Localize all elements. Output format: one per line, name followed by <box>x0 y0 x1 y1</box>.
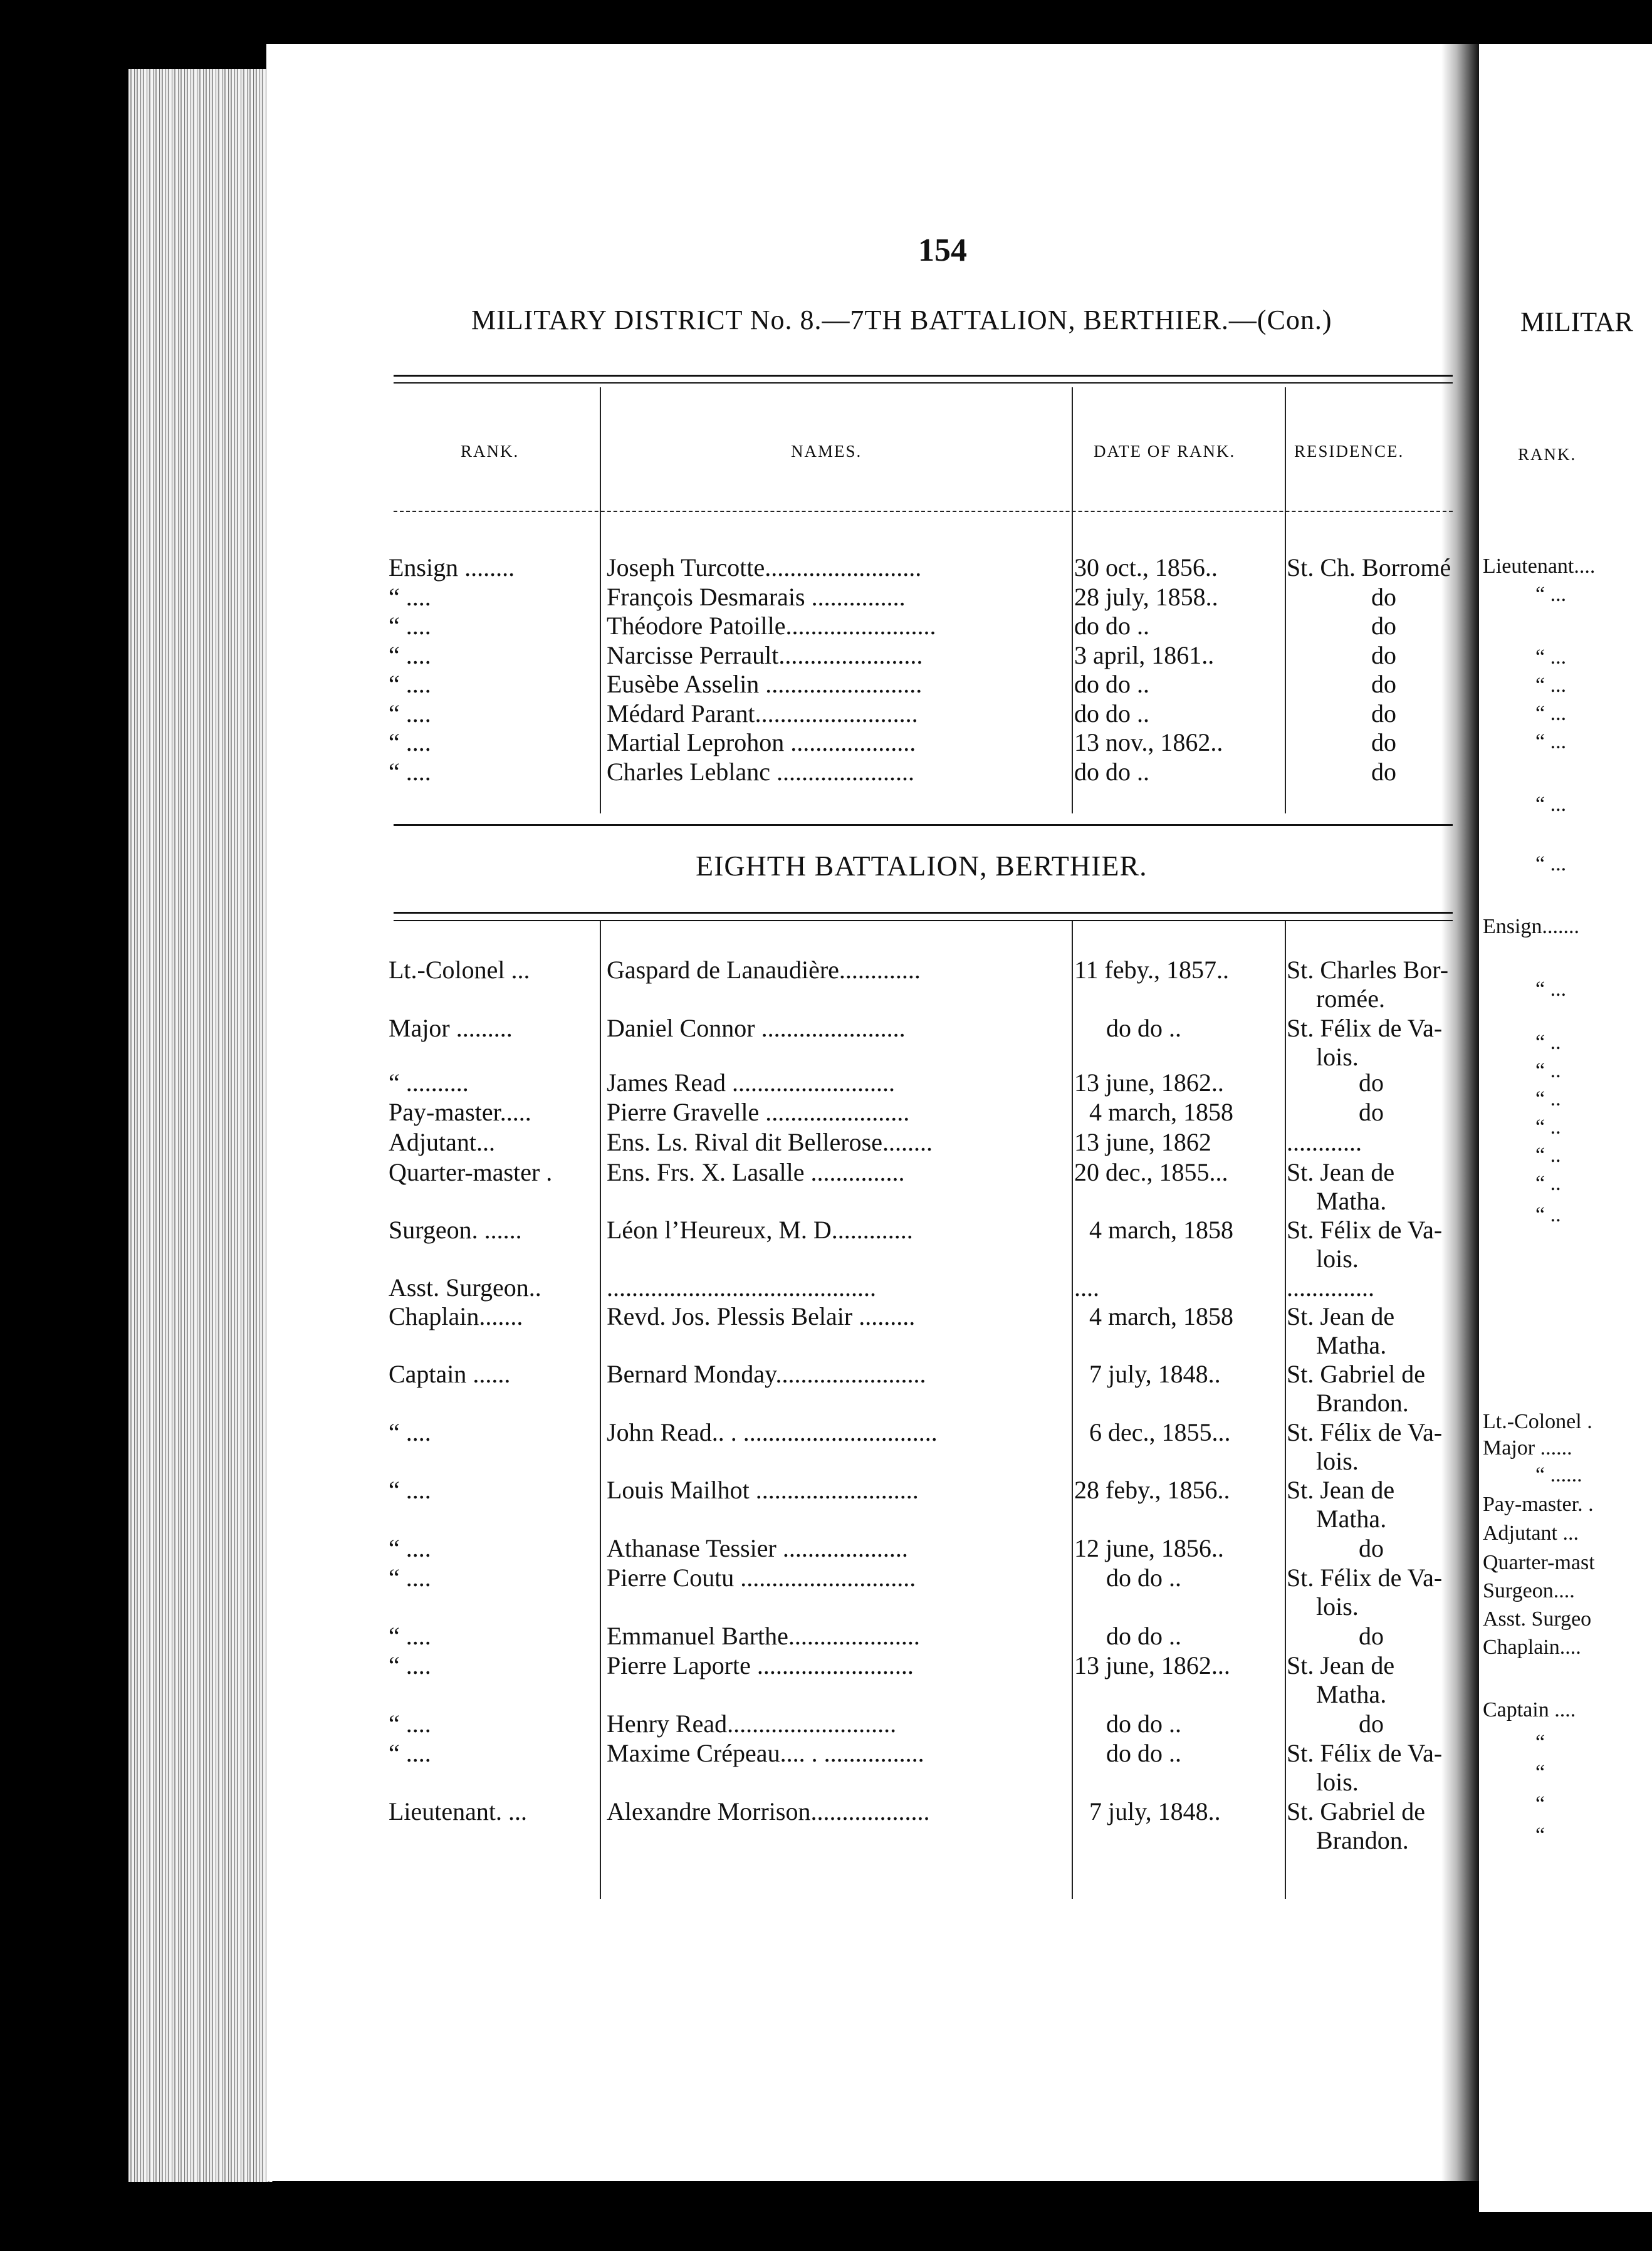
rank-cell: Quarter-master . <box>389 1158 553 1186</box>
date-cell: do do .. <box>1106 1710 1181 1738</box>
residence-cell: do <box>1371 670 1396 698</box>
date-cell: 28 feby., 1856.. <box>1074 1476 1230 1504</box>
residence-cell-continued: lois. <box>1316 1592 1359 1621</box>
right-page-rank-item: “ .. <box>1535 1144 1561 1167</box>
right-page-header-rank: RANK. <box>1518 445 1577 464</box>
residence-cell: ............ <box>1287 1128 1362 1156</box>
right-page-rank-item: Ensign....... <box>1483 915 1579 938</box>
rank-cell: Surgeon. ...... <box>389 1216 522 1244</box>
residence-cell: do <box>1359 1068 1384 1097</box>
rank-cell: Captain ...... <box>389 1360 511 1388</box>
rank-cell: “ .... <box>389 1710 431 1738</box>
name-cell: Théodore Patoille........................ <box>607 612 936 640</box>
residence-cell-continued: lois. <box>1316 1447 1359 1475</box>
rank-cell: “ .... <box>389 1564 431 1592</box>
section-title-eighth-battalion: EIGHTH BATTALION, BERTHIER. <box>696 850 1148 882</box>
rank-cell: “ .......... <box>389 1068 469 1097</box>
right-page-rank-item: “ .. <box>1535 1172 1561 1195</box>
name-cell: Louis Mailhot .......................... <box>607 1476 919 1504</box>
date-cell: 13 nov., 1862.. <box>1074 728 1223 756</box>
residence-cell-continued: Matha. <box>1316 1680 1387 1708</box>
right-page-rank-item: “ ... <box>1535 978 1567 1001</box>
name-cell: Joseph Turcotte......................... <box>607 553 922 582</box>
name-cell: Pierre Coutu ............................ <box>607 1564 916 1592</box>
date-cell: 6 dec., 1855... <box>1089 1418 1231 1446</box>
rank-cell: “ .... <box>389 1534 431 1562</box>
residence-cell: St. Félix de Va- <box>1287 1739 1443 1767</box>
date-cell: do do .. <box>1074 670 1149 698</box>
right-page-rank-item: “ ...... <box>1535 1463 1582 1486</box>
date-cell: 13 june, 1862.. <box>1074 1068 1224 1097</box>
rank-cell: “ .... <box>389 757 431 786</box>
right-page <box>1479 44 1652 2212</box>
residence-cell-continued: romée. <box>1316 984 1385 1013</box>
name-cell: Léon l’Heureux, M. D............. <box>607 1216 913 1244</box>
date-cell: 7 july, 1848.. <box>1089 1360 1221 1388</box>
residence-cell-continued: Brandon. <box>1316 1826 1409 1854</box>
rank-cell: “ .... <box>389 728 431 756</box>
header-residence: RESIDENCE. <box>1294 442 1404 461</box>
residence-cell: St. Jean de <box>1287 1651 1395 1679</box>
name-cell: Eusèbe Asselin ......................... <box>607 670 923 698</box>
right-page-rank-item: “ .. <box>1535 1059 1561 1082</box>
residence-cell: do <box>1359 1622 1384 1650</box>
col-line-5 <box>1072 921 1073 1899</box>
residence-cell-continued: lois. <box>1316 1043 1359 1071</box>
residence-cell: do <box>1371 612 1396 640</box>
date-cell: 30 oct., 1856.. <box>1074 553 1218 582</box>
residence-cell: do <box>1371 728 1396 756</box>
date-cell: 13 june, 1862 <box>1074 1128 1211 1156</box>
date-cell: do do .. <box>1106 1564 1181 1592</box>
name-cell: Emmanuel Barthe..................... <box>607 1622 920 1650</box>
section-rule <box>394 824 1453 826</box>
right-page-rank-item: “ <box>1535 1731 1545 1754</box>
date-cell: .... <box>1074 1273 1099 1302</box>
section2-rule-top <box>394 912 1453 914</box>
right-page-rank-item: “ ... <box>1535 645 1567 669</box>
residence-cell: do <box>1359 1534 1384 1562</box>
date-cell: do do .. <box>1106 1739 1181 1767</box>
rank-cell: “ .... <box>389 699 431 728</box>
right-page-rank-item: “ ... <box>1535 730 1567 753</box>
right-page-rank-item: “ .. <box>1535 1087 1561 1110</box>
name-cell: Ens. Ls. Rival dit Bellerose........ <box>607 1128 933 1156</box>
residence-cell: do <box>1359 1098 1384 1126</box>
page-number: 154 <box>918 232 967 268</box>
rank-cell: Lieutenant. ... <box>389 1797 528 1825</box>
residence-cell-continued: lois. <box>1316 1245 1359 1273</box>
residence-cell: St. Gabriel de <box>1287 1360 1426 1388</box>
date-cell: 11 feby., 1857.. <box>1074 956 1229 984</box>
name-cell: Bernard Monday........................ <box>607 1360 926 1388</box>
rank-cell: “ .... <box>389 582 431 611</box>
right-page-rank-item: Captain .... <box>1483 1698 1576 1721</box>
right-page-title: MILITAR <box>1520 306 1633 337</box>
date-cell: do do .. <box>1074 757 1149 786</box>
header-rule-bottom <box>394 382 1453 384</box>
date-cell: do do .. <box>1106 1014 1181 1042</box>
date-cell: 3 april, 1861.. <box>1074 640 1215 669</box>
right-page-rank-item: Major ...... <box>1483 1436 1572 1460</box>
date-cell: 20 dec., 1855... <box>1074 1158 1228 1186</box>
right-page-rank-item: “ <box>1535 1792 1545 1815</box>
right-page-rank-item: “ <box>1535 1824 1545 1847</box>
rank-cell: “ .... <box>389 1739 431 1767</box>
right-page-rank-item: “ ... <box>1535 852 1567 875</box>
right-page-rank-item: “ ... <box>1535 793 1567 816</box>
residence-cell: St. Félix de Va- <box>1287 1418 1443 1446</box>
rank-cell: Adjutant... <box>389 1128 495 1156</box>
date-cell: 4 march, 1858 <box>1089 1216 1233 1244</box>
right-page-rank-item: Chaplain.... <box>1483 1636 1581 1659</box>
residence-cell: St. Charles Bor- <box>1287 956 1449 984</box>
name-cell: Pierre Gravelle ....................... <box>607 1098 910 1126</box>
name-cell: Martial Leprohon .................... <box>607 728 916 756</box>
name-cell: John Read.. . ............................... <box>607 1418 938 1446</box>
right-page-rank-item: Adjutant ... <box>1483 1522 1579 1545</box>
rank-cell: “ .... <box>389 640 431 669</box>
name-cell: Narcisse Perrault....................... <box>607 640 923 669</box>
right-page-rank-item: “ .. <box>1535 1115 1561 1139</box>
residence-cell: St. Jean de <box>1287 1476 1395 1504</box>
right-page-rank-item: “ .. <box>1535 1203 1561 1226</box>
date-cell: do do .. <box>1106 1622 1181 1650</box>
right-page-rank-item: Asst. Surgeo <box>1483 1607 1592 1631</box>
residence-cell-continued: Matha. <box>1316 1331 1387 1359</box>
date-cell: 12 june, 1856.. <box>1074 1534 1224 1562</box>
name-cell: Maxime Crépeau.... . ................ <box>607 1739 924 1767</box>
residence-cell: St. Félix de Va- <box>1287 1014 1443 1042</box>
right-page-rank-item: “ <box>1535 1761 1545 1784</box>
name-cell: Daniel Connor ....................... <box>607 1014 906 1042</box>
name-cell: Gaspard de Lanaudière............. <box>607 956 921 984</box>
name-cell: Ens. Frs. X. Lasalle ............... <box>607 1158 905 1186</box>
date-cell: 7 july, 1848.. <box>1089 1797 1221 1825</box>
date-cell: do do .. <box>1074 612 1149 640</box>
name-cell: Alexandre Morrison................... <box>607 1797 930 1825</box>
right-page-rank-item: Surgeon.... <box>1483 1579 1575 1602</box>
col-line-2 <box>1072 387 1073 813</box>
rank-cell: Asst. Surgeon.. <box>389 1273 541 1302</box>
right-page-rank-item: Quarter-mast <box>1483 1551 1595 1574</box>
date-cell: 13 june, 1862... <box>1074 1651 1230 1679</box>
name-cell: Henry Read........................... <box>607 1710 897 1738</box>
rank-cell: “ .... <box>389 1651 431 1679</box>
date-cell: 28 july, 1858.. <box>1074 582 1218 611</box>
col-line-3 <box>1285 387 1286 813</box>
residence-cell-continued: Brandon. <box>1316 1389 1409 1417</box>
name-cell: Pierre Laporte ......................... <box>607 1651 914 1679</box>
name-cell: Médard Parant.......................... <box>607 699 918 728</box>
page-edge <box>128 69 273 2182</box>
name-cell: Athanase Tessier .................... <box>607 1534 908 1562</box>
rank-cell: Major ......... <box>389 1014 513 1042</box>
residence-cell: St. Jean de <box>1287 1158 1395 1186</box>
right-page-rank-item: Lieutenant.... <box>1483 555 1596 578</box>
right-page-rank-item: “ ... <box>1535 674 1567 697</box>
header-names: NAMES. <box>791 442 862 461</box>
book-gutter <box>1441 44 1479 2181</box>
name-cell: James Read .......................... <box>607 1068 895 1097</box>
header-rank: RANK. <box>461 442 520 461</box>
date-cell: 4 march, 1858 <box>1089 1302 1233 1330</box>
right-page-rank-item: “ .. <box>1535 1031 1561 1054</box>
header-rule-under <box>394 511 1453 512</box>
rank-cell: Ensign ........ <box>389 553 515 582</box>
residence-cell: do <box>1371 699 1396 728</box>
right-page-rank-item: Pay-master. . <box>1483 1493 1594 1516</box>
name-cell: François Desmarais ............... <box>607 582 906 611</box>
rank-cell: Chaplain....... <box>389 1302 523 1330</box>
rank-cell: Pay-master..... <box>389 1098 531 1126</box>
header-rule-top <box>394 375 1453 377</box>
residence-cell: St. Gabriel de <box>1287 1797 1426 1825</box>
col-line-6 <box>1285 921 1286 1899</box>
residence-cell: do <box>1371 757 1396 786</box>
residence-cell: do <box>1371 582 1396 611</box>
residence-cell: do <box>1359 1710 1384 1738</box>
section2-rule-bottom <box>394 920 1453 921</box>
rank-cell: “ .... <box>389 1476 431 1504</box>
residence-cell: .............. <box>1287 1273 1374 1302</box>
residence-cell: do <box>1371 640 1396 669</box>
col-line-4 <box>600 921 601 1899</box>
right-page-rank-item: “ ... <box>1535 583 1567 606</box>
residence-cell: St. Ch. Borromé <box>1287 553 1451 582</box>
rank-cell: “ .... <box>389 1622 431 1650</box>
right-page-rank-item: Lt.-Colonel . <box>1483 1410 1592 1433</box>
residence-cell: St. Félix de Va- <box>1287 1216 1443 1244</box>
date-cell: 4 march, 1858 <box>1089 1098 1233 1126</box>
rank-cell: Lt.-Colonel ... <box>389 956 530 984</box>
page-title: MILITARY DISTRICT No. 8.—7TH BATTALION, BERTHIER.—(Con.) <box>471 305 1332 335</box>
name-cell: Revd. Jos. Plessis Belair ......... <box>607 1302 916 1330</box>
name-cell: Charles Leblanc ...................... <box>607 757 914 786</box>
rank-cell: “ .... <box>389 612 431 640</box>
header-date: DATE OF RANK. <box>1094 442 1236 461</box>
date-cell: do do .. <box>1074 699 1149 728</box>
residence-cell-continued: lois. <box>1316 1768 1359 1796</box>
residence-cell-continued: Matha. <box>1316 1505 1387 1533</box>
residence-cell-continued: Matha. <box>1316 1187 1387 1215</box>
residence-cell: St. Félix de Va- <box>1287 1564 1443 1592</box>
rank-cell: “ .... <box>389 1418 431 1446</box>
rank-cell: “ .... <box>389 670 431 698</box>
col-line-1 <box>600 387 601 813</box>
residence-cell: St. Jean de <box>1287 1302 1395 1330</box>
right-page-rank-item: “ ... <box>1535 702 1567 725</box>
name-cell: ........................................... <box>607 1273 876 1302</box>
